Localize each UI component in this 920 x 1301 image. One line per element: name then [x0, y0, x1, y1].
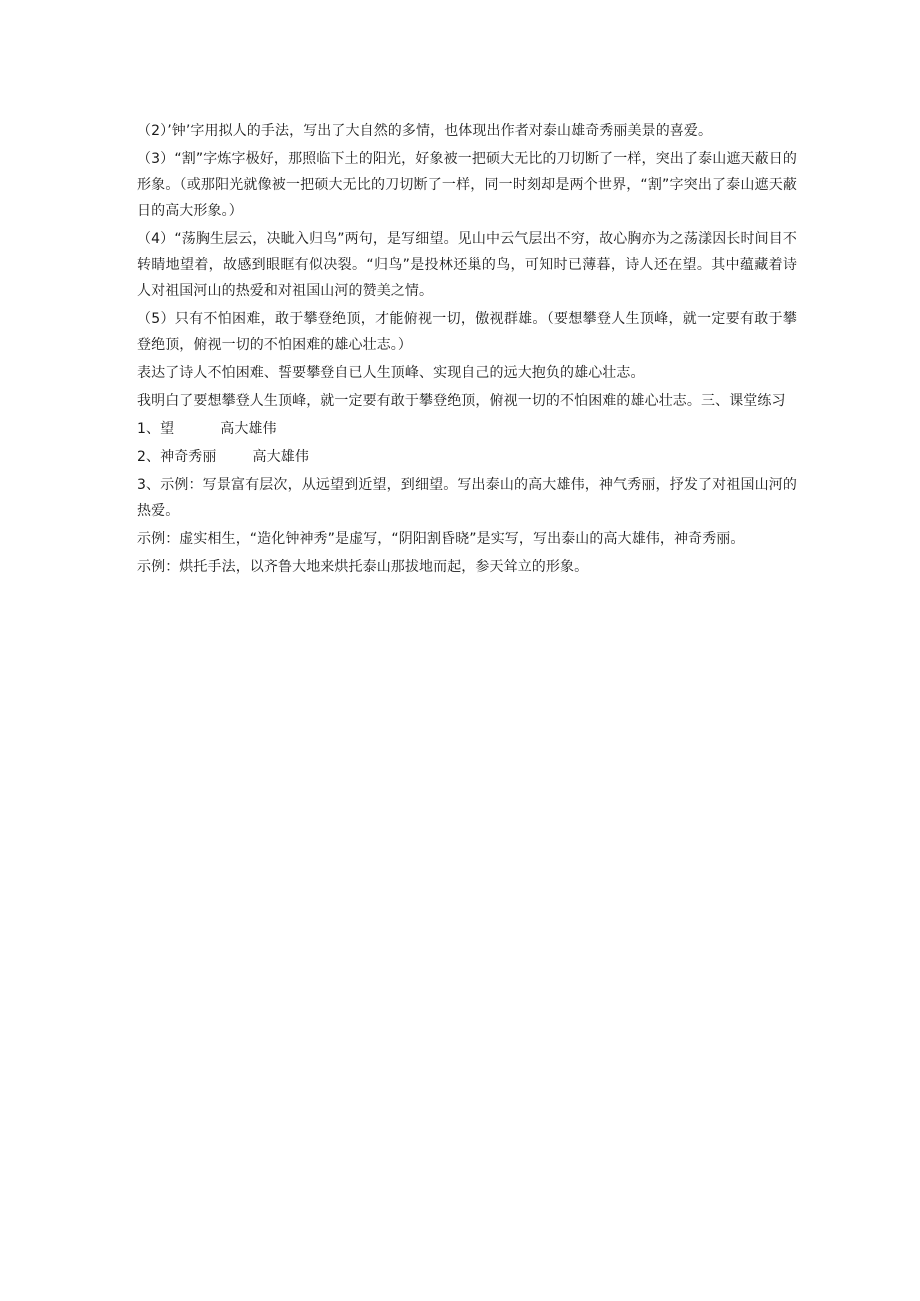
- exercise-answer-2-number: 2、神奇秀丽: [137, 449, 217, 465]
- exercise-answer-1-number: 1、望: [137, 421, 175, 437]
- exercise-answer-1-text: 高大雄伟: [220, 421, 277, 437]
- example-paragraph-3: 示例：烘托手法，以齐鲁大地来烘托泰山那拔地而起，参天耸立的形象。: [137, 559, 589, 575]
- answer-paragraph-5: （5）只有不怕困难，敢于攀登绝顶，才能俯视一切，傲视群雄。（要想攀登人生顶峰，就一定要有敢于攀登绝顶，俯视一切的不怕困难的雄心壮志。）: [137, 311, 797, 353]
- example-paragraph-1: 3、示例：写景富有层次，从远望到近望，到细望。写出泰山的高大雄伟，神气秀丽，抒发了对祖国山河的热爱。: [137, 477, 797, 519]
- exercise-answer-2-text: 高大雄伟: [252, 449, 309, 465]
- summary-paragraph: 表达了诗人不怕困难、誓要攀登自已人生顶峰、实现自己的远大抱负的雄心壮志。: [137, 365, 645, 381]
- answer-paragraph-2: （2）’钟’字用拟人的手法，写出了大自然的多情，也体现出作者对泰山雄奇秀丽美景的喜爱。: [137, 123, 713, 139]
- reflection-paragraph: 我明白了要想攀登人生顶峰，就一定要有敢于攀登绝顶，俯视一切的不怕困难的雄心壮志。三、课堂练习: [137, 393, 786, 409]
- example-paragraph-2: 示例：虚实相生，“造化钟神秀”是虚写，“阴阳割昏晓”是实写，写出泰山的高大雄伟，神奇秀丽。: [137, 531, 745, 547]
- document-body: [137, 118, 797, 582]
- answer-paragraph-3: （3）“割”字炼字极好，那照临下土的阳光，好象被一把硕大无比的刀切断了一样，突出了泰山遮天蔽日的形象。（或那阳光就像被一把硕大无比的刀切断了一样，同一时刻却是两个世界，“割”字突出了泰山遮天蔽日的高大形象。）: [137, 151, 797, 219]
- answer-paragraph-4: （4）“荡胸生层云，决眦入归鸟”两句，是写细望。见山中云气层出不穷，故心胸亦为之荡漾因长时间目不转睛地望着，故感到眼眶有似决裂。“归鸟”是投林还巢的鸟，可知时已薄暮，诗人还在望。其中蕴藏着诗人对祖国河山的热爱和对祖国山河的赞美之情。: [137, 231, 797, 299]
- exercise-answer-2: [137, 444, 797, 470]
- exercise-answer-1: [137, 416, 797, 442]
